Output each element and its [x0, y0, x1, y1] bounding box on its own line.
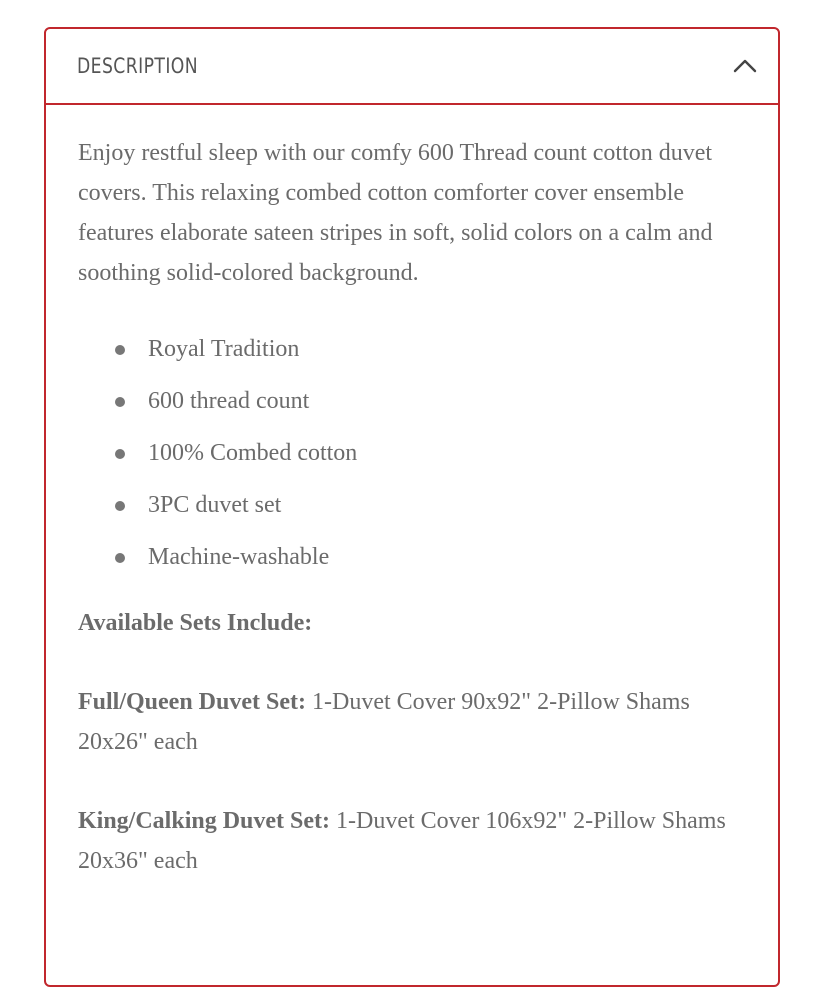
- bullet-icon: [115, 345, 125, 355]
- bullet-icon: [115, 553, 125, 563]
- description-accordion: [44, 27, 780, 987]
- feature-label: 100% Combed cotton: [148, 440, 358, 466]
- bullet-icon: [115, 501, 125, 511]
- feature-list-item: [78, 531, 758, 583]
- set-name: Full/Queen Duvet Set:: [78, 689, 306, 715]
- feature-list-item: [78, 375, 758, 427]
- feature-list-item: [78, 479, 758, 531]
- set-name: King/Calking Duvet Set:: [78, 808, 331, 834]
- set-full-queen: [78, 682, 758, 762]
- accordion-title: DESCRIPTION: [77, 54, 199, 78]
- set-details: 1-Duvet Cover 106x92" 2-Pillow Shams 20x36" each: [78, 808, 726, 874]
- feature-list-item: [78, 427, 758, 479]
- feature-label: 600 thread count: [148, 388, 310, 414]
- set-king-calking: [78, 801, 758, 881]
- bullet-icon: [115, 397, 125, 407]
- description-content: [46, 105, 778, 881]
- sets-heading: Available Sets Include:: [78, 610, 313, 636]
- description-intro: Enjoy restful sleep with our comfy 600 Thread count cotton duvet covers. This relaxing combed cotton comforter cover ensemble features elaborate sateen stripes in soft, solid colors on a calm and soothing solid-colored background.: [78, 140, 713, 286]
- feature-label: Royal Tradition: [148, 336, 300, 362]
- set-details: 1-Duvet Cover 90x92" 2-Pillow Shams 20x26" each: [78, 689, 690, 755]
- feature-label: Machine-washable: [148, 544, 330, 570]
- feature-label: 3PC duvet set: [148, 492, 282, 518]
- description-accordion-header[interactable]: [46, 29, 778, 105]
- chevron-up-icon[interactable]: [730, 51, 760, 81]
- feature-list-item: [78, 323, 758, 375]
- feature-list: [78, 323, 758, 583]
- bullet-icon: [115, 449, 125, 459]
